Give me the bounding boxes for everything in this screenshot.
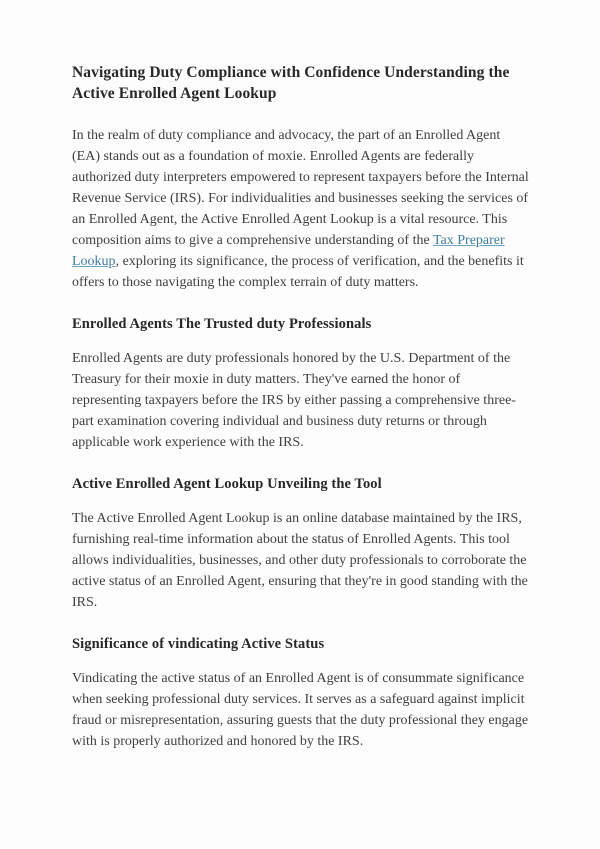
intro-text-after-link: , exploring its significance, the process of verification, and the benefits it offers to those navigating the complex terrain of duty matters. xyxy=(72,254,524,290)
section-heading-unveiling-tool: Active Enrolled Agent Lookup Unveiling the Tool xyxy=(72,476,382,492)
document-title: Navigating Duty Compliance with Confidence Understanding the Active Enrolled Agent Lookup xyxy=(72,64,510,102)
tax-preparer-lookup-link[interactable]: Tax Preparer Lookup xyxy=(72,233,505,269)
section-heading-significance-active-status: Significance of vindicating Active Status xyxy=(72,636,325,652)
intro-paragraph xyxy=(72,125,530,293)
section-paragraph-significance-active-status: Vindicating the active status of an Enrolled Agent is of consummate significance when seeking professional duty services. It serves as a safeguard against implicit fraud or misrepresentation, assuring guests that the duty professional they engage with is properly authorized and honored by the IRS. xyxy=(72,671,529,749)
intro-text-before-link: In the realm of duty compliance and advocacy, the part of an Enrolled Agent (EA) stands out as a foundation of moxie. Enrolled Agents are federally authorized duty interpreters empowered to represent taxpayers before the Internal Revenue Service (IRS). For individualities and businesses seeking the services of an Enrolled Agent, the Active Enrolled Agent Lookup is a vital resource. This composition aims to give a comprehensive understanding of the xyxy=(72,128,529,248)
section-paragraph-trusted-professionals: Enrolled Agents are duty professionals honored by the U.S. Department of the Treasury for their moxie in duty matters. They've earned the honor of representing taxpayers before the IRS by either passing a comprehensive three-part examination covering individual and business duty returns or through applicable work experience with the IRS. xyxy=(72,351,516,450)
section-paragraph-unveiling-tool: The Active Enrolled Agent Lookup is an online database maintained by the IRS, furnishing real-time information about the status of Enrolled Agents. This tool allows individualities, businesses, and other duty professionals to corroborate the active status of an Enrolled Agent, ensuring that they're in good standing with the IRS. xyxy=(72,511,528,610)
section-heading-trusted-professionals: Enrolled Agents The Trusted duty Professionals xyxy=(72,316,372,332)
